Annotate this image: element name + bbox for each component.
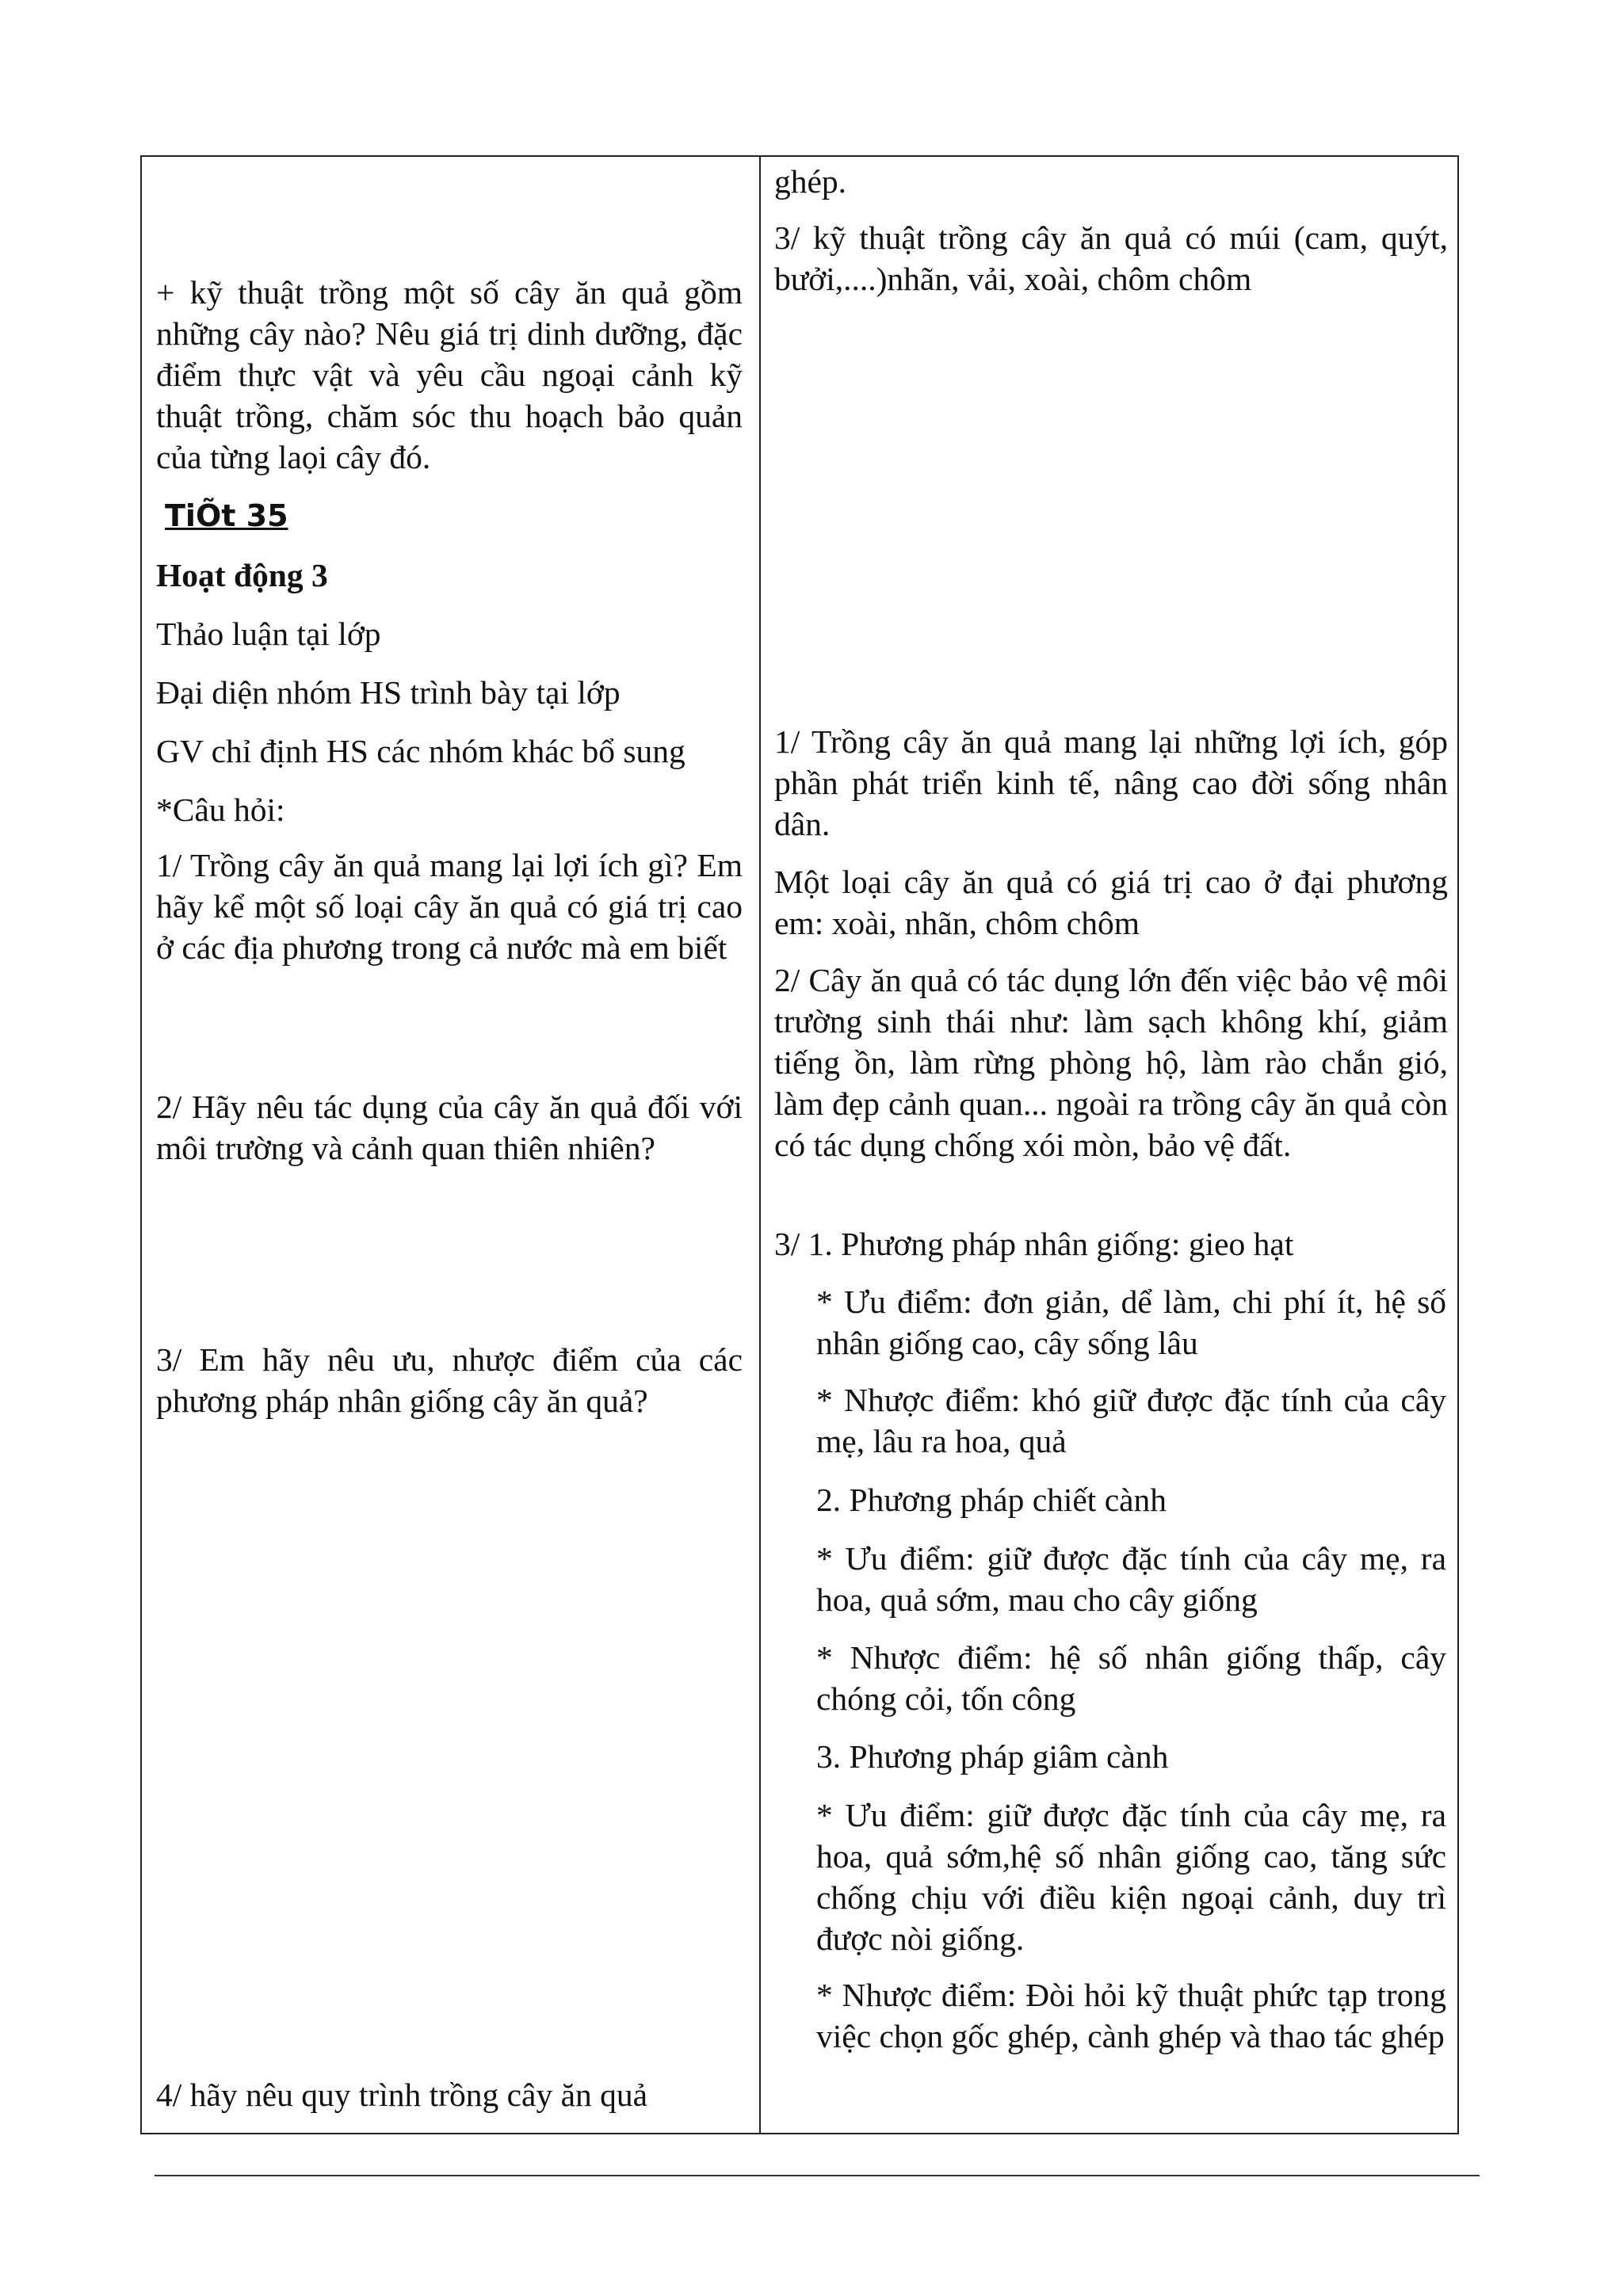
right-continuation: ghép. [774,163,847,200]
questions-label: *Câu hỏi: [156,791,285,828]
answer-3-3-cons: * Nhược điểm: Đòi hỏi kỹ thuật phức tạp trong việc chọn gốc ghép, cành ghép và thao tác ghép [816,1977,1446,2054]
answer-3: 3/ 1. Phương pháp nhân giống: gieo hạt [774,1226,1294,1262]
answer-1b: Một loại cây ăn quả có giá trị cao ở đại phương em: xoài, nhãn, chôm chôm [774,864,1448,941]
answer-3-1-pros: * Ưu điểm: đơn giản, dể làm, chi phí ít, hệ số nhân giống cao, cây sống lâu [816,1283,1446,1361]
question-4: 4/ hãy nêu quy trình trồng cây ăn quả [156,2077,648,2113]
answer-3-2-cons: * Nhược điểm: hệ số nhân giống thấp, cây chóng cỏi, tốn công [816,1639,1446,1717]
answer-3-3-title: 3. Phương pháp giâm cành [816,1738,1169,1775]
present-text: Đại diện nhóm HS trình bày tại lớp [156,674,621,711]
column-divider [759,157,761,2133]
question-1: 1/ Trồng cây ăn quả mang lại lợi ích gì? Em hãy kể một số loại cây ăn quả có giá trị cao ở các địa phương trong cả nước mà em biết [156,847,743,966]
discuss-text: Thảo luận tại lớp [156,616,381,652]
question-2: 2/ Hãy nêu tác dụng của cây ăn quả đối với môi trường và cảnh quan thiên nhiên? [156,1089,743,1166]
right-item-3-top: 3/ kỹ thuật trồng cây ăn quả có múi (cam, quýt, bưởi,....)nhãn, vải, xoài, chôm chôm [774,219,1448,297]
answer-2: 2/ Cây ăn quả có tác dụng lớn đến việc bảo vệ môi trường sinh thái như: làm sạch không khí, giảm tiếng ồn, làm rừng phòng hộ, làm rào chắn gió, làm đẹp cảnh quan... ngoài ra trồng cây ăn quả còn có tác dụng chống xói mòn, bảo vệ đất. [774,962,1448,1163]
footer-rule [155,2175,1480,2176]
teacher-text: GV chỉ định HS các nhóm khác bổ sung [156,733,685,769]
answer-3-2-pros: * Ưu điểm: giữ được đặc tính của cây mẹ, ra hoa, quả sớm, mau cho cây giống [816,1540,1446,1618]
answer-3-2-title: 2. Phương pháp chiết cành [816,1482,1167,1518]
lesson-heading: TiÕt 35 [165,498,288,533]
activity-heading: Hoạt động 3 [156,557,328,593]
left-intro: + kỹ thuật trồng một số cây ăn quả gồm những cây nào? Nêu giá trị dinh dưỡng, đặc điểm thực vật và yêu cầu ngoại cảnh kỹ thuật trồng, chăm sóc thu hoạch bảo quản của từng laọi cây đó. [156,274,743,475]
answer-1: 1/ Trồng cây ăn quả mang lại những lợi ích, góp phần phát triển kinh tế, nâng cao đời sống nhân dân. [774,723,1448,842]
answer-3-3-pros: * Ưu điểm: giữ được đặc tính của cây mẹ, ra hoa, quả sớm,hệ số nhân giống cao, tăng sức chống chịu với điều kiện ngoại cảnh, duy trì được nòi giống. [816,1797,1446,1957]
answer-3-1-cons: * Nhược điểm: khó giữ được đặc tính của cây mẹ, lâu ra hoa, quả [816,1382,1446,1459]
question-3: 3/ Em hãy nêu ưu, nhược điểm của các phương pháp nhân giống cây ăn quả? [156,1341,743,1419]
